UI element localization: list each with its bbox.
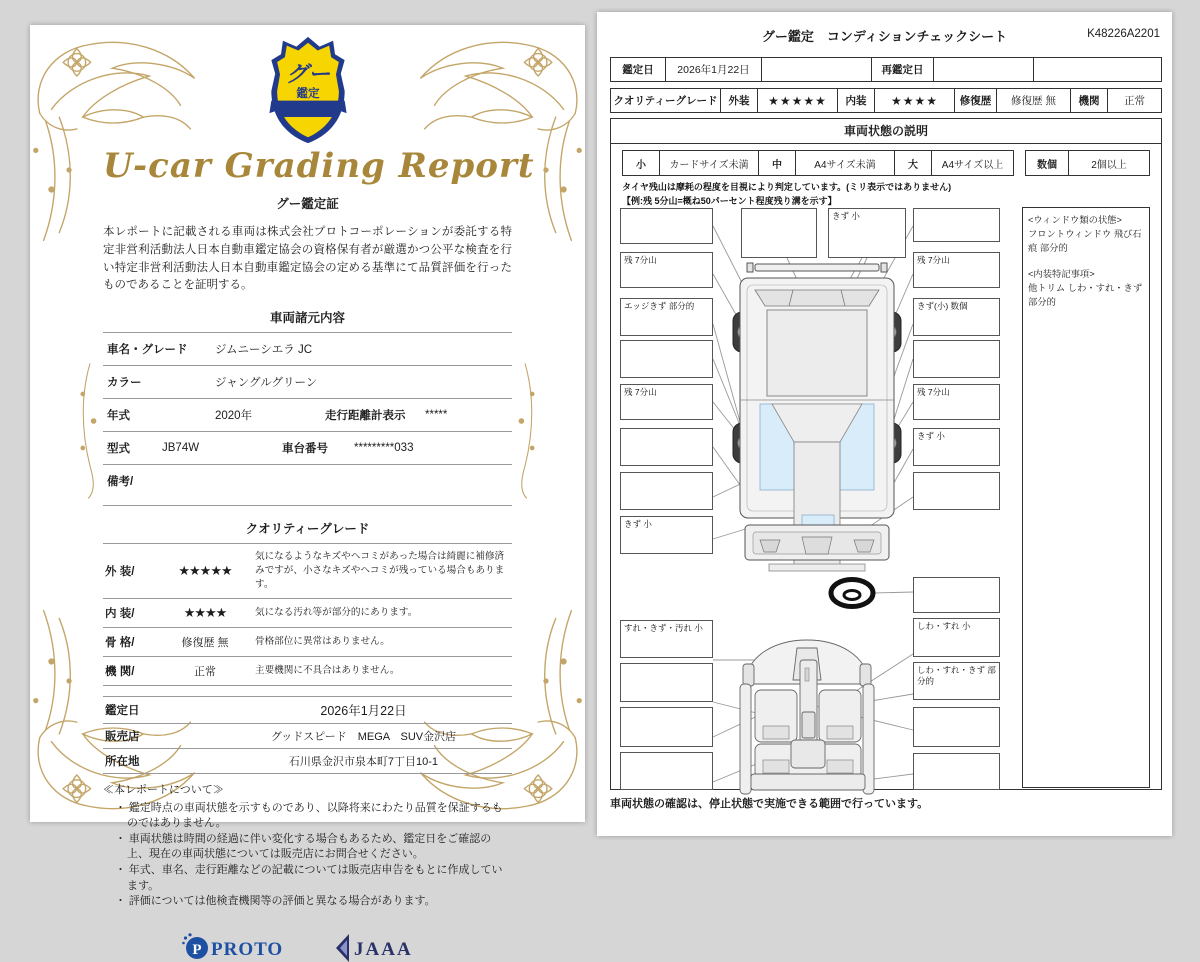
- empty-condition-box: [741, 208, 817, 258]
- condition-title: 車両状態の説明: [611, 119, 1161, 144]
- empty-condition-box: [913, 707, 1000, 747]
- quality-grade-row: [610, 88, 1162, 113]
- condition-label-box: きず 小: [828, 208, 906, 258]
- remarks-panel: [1022, 207, 1150, 788]
- spec-value: 2020年: [215, 410, 253, 423]
- table-row: [103, 464, 512, 506]
- table-row: [103, 724, 512, 749]
- table-row: [103, 696, 512, 724]
- empty-cell: [1034, 58, 1161, 81]
- exterior-label: 外装: [721, 89, 758, 112]
- interior-stars: ★★★★: [875, 89, 955, 112]
- empty-condition-box: [913, 472, 1000, 510]
- grade-value: ★★★★: [183, 604, 227, 620]
- condition-check-sheet-page: [597, 12, 1172, 836]
- table-row: [103, 398, 512, 431]
- exterior-stars: ★★★★★: [758, 89, 838, 112]
- shield-badge-icon: [269, 35, 347, 145]
- check-sheet-footer-note: 車両状態の確認は、停止状態で実施できる範囲で行っています。: [610, 798, 929, 810]
- about-item: ・ 車両状態は時間の経過に伴い変化する場合もあるため、鑑定日をご確認の上、現在の車両状態については販売店にお問合せください。: [115, 832, 492, 861]
- legend-value: カードサイズ未満: [660, 151, 759, 175]
- table-row: [103, 332, 512, 365]
- legend-key: 数個: [1026, 151, 1069, 175]
- empty-condition-box: [620, 208, 713, 244]
- grade-description: 主要機関に不具合はありません。: [255, 665, 400, 677]
- report-title: U-car Grading Report: [103, 146, 535, 186]
- spec-label: 車台番号: [282, 443, 328, 456]
- spec-section-title: 車両諸元内容: [269, 311, 345, 326]
- spec-value: JB74W: [162, 442, 200, 455]
- spec-label: カラー: [107, 377, 142, 390]
- empty-condition-box: [913, 340, 1000, 378]
- count-legend-table: [1025, 150, 1150, 176]
- grading-report-page: [30, 25, 585, 960]
- grade-label: 機 関/: [105, 665, 135, 678]
- interior-notes-title: <内装特記事項>: [1028, 268, 1095, 279]
- about-item: ・ 評価については他検査機関等の評価と異なる場合があります。: [115, 895, 436, 908]
- spec-label: 車名・グレード: [107, 344, 188, 357]
- about-item: ・ 鑑定時点の車両状態を示すものであり、以降将来にわたり品質を保証するものではありません。: [115, 801, 503, 830]
- spec-label: 型式: [107, 443, 130, 456]
- condition-label-box: すれ・きず・汚れ 小: [620, 620, 713, 658]
- table-row: [103, 543, 512, 598]
- window-notes-title: <ウィンドウ類の状態>: [1028, 215, 1122, 225]
- info-label: 販売店: [105, 730, 140, 743]
- window-notes-body: フロントウィンドウ 飛び石痕 部分的: [1028, 228, 1142, 253]
- info-value: 2026年1月22日: [320, 703, 407, 718]
- spec-label: 年式: [107, 410, 130, 423]
- empty-cell: [762, 58, 872, 81]
- grade-label: 内 装/: [105, 607, 135, 620]
- repair-label: 修復歴: [955, 89, 997, 112]
- grade-description: 骨格部位に異常はありません。: [255, 636, 390, 648]
- goo-kantei-badge: [103, 35, 512, 150]
- condition-label-box: 残 7分山: [620, 252, 713, 288]
- proto-logo-text: PROTO: [210, 938, 283, 960]
- condition-label-box: しわ・すれ 小: [913, 618, 1000, 657]
- quality-grade-table: [103, 543, 512, 686]
- empty-condition-box: [913, 208, 1000, 242]
- tire-tread-note: [622, 181, 951, 208]
- spec-value: ジャングルグリーン: [215, 377, 318, 390]
- legend-key: 大: [895, 151, 932, 175]
- date-label: 鑑定日: [611, 58, 666, 81]
- spec-value: *****: [425, 409, 448, 422]
- legend-value: A4サイズ以上: [941, 159, 1004, 171]
- badge-goo-text: グー: [285, 61, 330, 87]
- legend-value: 2個以上: [1091, 159, 1127, 171]
- grade-description: 気になる汚れ等が部分的にあります。: [255, 607, 418, 619]
- about-report-notes: [103, 783, 512, 910]
- condition-label-box: きず(小) 数個: [913, 298, 1000, 336]
- legend-key: 小: [623, 151, 660, 175]
- grade-value: 修復歴 無: [181, 636, 229, 649]
- empty-condition-box: [620, 340, 713, 378]
- info-label: 所在地: [105, 755, 140, 768]
- empty-condition-box: [620, 752, 713, 790]
- proto-logo: [182, 932, 304, 962]
- condition-label-box: きず 小: [913, 428, 1000, 466]
- grade-value: 正常: [194, 665, 216, 678]
- condition-label-box: 残 7分山: [620, 384, 713, 420]
- spec-label: 走行距離計表示: [325, 410, 406, 423]
- grade-description: 気になるようなキズやヘコミがあった場合は綺麗に補修済みですが、小さなキズやヘコミが残っている場合もあります。: [255, 551, 505, 591]
- dealer-info-table: [103, 696, 512, 774]
- table-row: [103, 656, 512, 685]
- empty-condition-box: [620, 472, 713, 510]
- report-subtitle: グー鑑定証: [276, 197, 339, 211]
- spec-value: *********033: [354, 442, 414, 455]
- redate-label: 再鑑定日: [872, 58, 934, 81]
- condition-label-box: しわ・すれ・きず 部分的: [913, 662, 1000, 700]
- condition-label-box: 残 7分山: [913, 252, 1000, 288]
- interior-notes-body: 他トリム しわ・すれ・きず 部分的: [1028, 282, 1143, 307]
- grade-label: クオリティーグレード: [611, 89, 721, 112]
- info-value: グッドスピード MEGA SUV金沢店: [270, 730, 457, 743]
- grade-section-title: クオリティーグレード: [245, 522, 370, 537]
- sheet-title: グー鑑定 コンディションチェックシート: [761, 29, 1008, 44]
- engine-value: 正常: [1124, 95, 1145, 107]
- condition-label-box: エッジきず 部分的: [620, 298, 713, 336]
- legend-key: 中: [759, 151, 796, 175]
- grade-label: 骨 格/: [105, 636, 135, 649]
- svg-text:P: P: [191, 941, 202, 958]
- table-row: [103, 598, 512, 627]
- table-row: [103, 365, 512, 398]
- jaaa-logo: [334, 932, 434, 962]
- grade-value: ★★★★★: [178, 563, 232, 579]
- table-row: [103, 627, 512, 656]
- spec-value: ジムニーシエラ JC: [215, 344, 313, 357]
- size-legend-table: [622, 150, 1014, 176]
- spec-label: 備考/: [107, 476, 134, 489]
- engine-label: 機関: [1071, 89, 1108, 112]
- empty-condition-box: [913, 753, 1000, 790]
- condition-label-box: 残 7分山: [913, 384, 1000, 420]
- grade-label: 外 装/: [105, 566, 135, 579]
- about-title: ≪本レポートについて≫: [103, 783, 224, 796]
- tire-note-line2: 【例:残 5分山=概ね50パーセント程度残り溝を示す】: [622, 195, 837, 206]
- about-list: [103, 801, 512, 910]
- condition-label-box: きず 小: [620, 516, 713, 554]
- redate-value: [934, 58, 1034, 81]
- empty-condition-box: [913, 577, 1000, 613]
- appraisal-date-row: [610, 57, 1162, 82]
- interior-label: 内装: [838, 89, 875, 112]
- legend-value: A4サイズ未満: [796, 151, 895, 175]
- vehicle-spec-table: [103, 332, 512, 506]
- empty-condition-box: [620, 707, 713, 747]
- about-item: ・ 年式、車名、走行距離などの記載については販売店申告をもとに作成しています。: [115, 864, 503, 892]
- jaaa-logo-text: JAAA: [353, 938, 413, 960]
- repair-value: 修復歴 無: [997, 89, 1071, 112]
- date-value: 2026年1月22日: [666, 58, 762, 81]
- info-value: 石川県金沢市泉本町7丁目10-1: [288, 755, 439, 768]
- info-label: 鑑定日: [105, 704, 140, 717]
- table-row: [103, 749, 512, 774]
- badge-kantei-text: 鑑定: [295, 86, 320, 100]
- tire-note-line1: タイヤ残山は摩耗の程度を目視により判定しています。(ミリ表示ではありません): [622, 182, 952, 192]
- table-row: [103, 431, 512, 464]
- empty-condition-box: [620, 663, 713, 702]
- sheet-code: K48226A2201: [1087, 28, 1160, 40]
- empty-condition-box: [620, 428, 713, 466]
- certificate-statement: 本レポートに記載される車両は株式会社プロトコーポレーションが委託する特定非営利活動法人日本自動車鑑定協会の資格保有者が厳選かつ公平な検査を行い特定非営利活動法人日本自動車鑑定協会の定める基準にて品質評価を行ったものであることを証明する。: [103, 226, 512, 292]
